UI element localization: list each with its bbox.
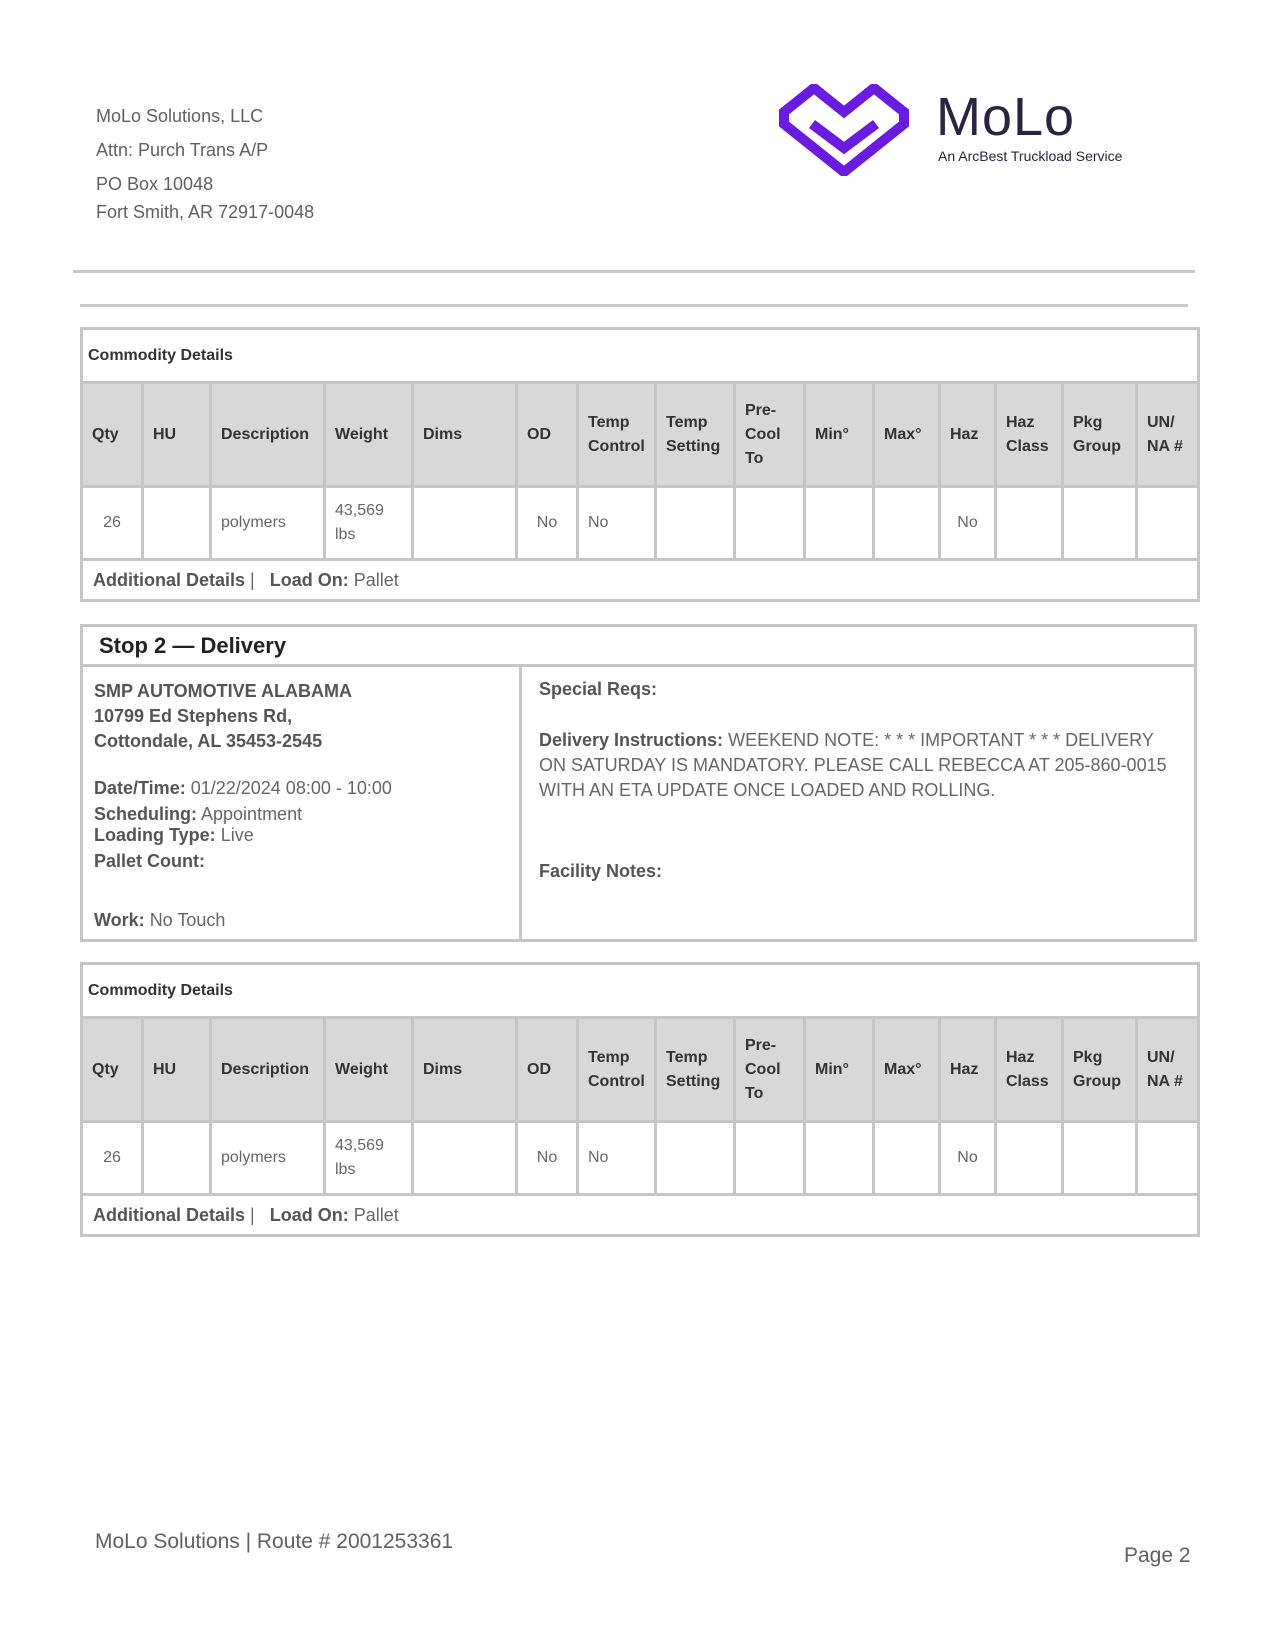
- col-header-haz: Haz: [940, 1018, 996, 1122]
- col-header-pkg-group: Pkg Group: [1063, 383, 1137, 487]
- col-header-pkg-group: Pkg Group: [1063, 1018, 1137, 1122]
- cell-dims: [413, 487, 517, 560]
- cell-haz: No: [940, 487, 996, 560]
- col-header-pre-cool-to: Pre-Cool To: [735, 1018, 805, 1122]
- col-header-haz-class: Haz Class: [996, 1018, 1063, 1122]
- facility-city: Cottondale, AL 35453-2545: [94, 731, 323, 751]
- col-header-temp-control: Temp Control: [578, 383, 656, 487]
- col-header-max: Max°: [874, 1018, 940, 1122]
- load-on-value: Pallet: [353, 569, 399, 590]
- cell-description: polymers: [211, 487, 325, 560]
- col-header-qty: Qty: [82, 383, 143, 487]
- cell-un-na: [1137, 487, 1199, 560]
- col-header-weight: Weight: [325, 1018, 413, 1122]
- cell-pre-cool-to: [735, 1122, 805, 1195]
- commodity-table-1: [80, 327, 1200, 602]
- col-header-un-na: UN/ NA #: [1137, 383, 1199, 487]
- cell-od: No: [517, 1122, 578, 1195]
- sender-city-state-zip: Fort Smith, AR 72917-0048: [96, 202, 315, 222]
- cell-haz: No: [940, 1122, 996, 1195]
- cell-max: [874, 487, 940, 560]
- stop-title: Stop 2 — Delivery: [83, 627, 1194, 667]
- cell-pkg-group: [1063, 1122, 1137, 1195]
- stop-column-divider: [519, 667, 522, 939]
- cell-od: No: [517, 487, 578, 560]
- cell-pkg-group: [1063, 487, 1137, 560]
- col-header-min: Min°: [805, 1018, 874, 1122]
- col-header-haz: Haz: [940, 383, 996, 487]
- table-row: [82, 1122, 1199, 1195]
- stop-scheduling: Scheduling: Appointment: [94, 804, 303, 824]
- col-header-hu: HU: [143, 1018, 211, 1122]
- col-header-temp-control: Temp Control: [578, 1018, 656, 1122]
- cell-temp-setting: [656, 1122, 735, 1195]
- cell-temp-control: No: [578, 1122, 656, 1195]
- cell-hu: [143, 1122, 211, 1195]
- commodity-details-title: Commodity Details: [82, 329, 1199, 383]
- molo-logo: [778, 84, 1150, 176]
- cell-haz-class: [996, 487, 1063, 560]
- commodity-details-title: Commodity Details: [82, 964, 1199, 1018]
- col-header-temp-setting: Temp Setting: [656, 383, 735, 487]
- cell-haz-class: [996, 1122, 1063, 1195]
- stop-datetime: Date/Time: 01/22/2024 08:00 - 10:00: [94, 778, 392, 798]
- load-on-label: Load On:: [269, 1204, 349, 1225]
- facility-address: 10799 Ed Stephens Rd,: [94, 706, 293, 726]
- sender-attn: Attn: Purch Trans A/P: [96, 140, 269, 160]
- col-header-hu: HU: [143, 383, 211, 487]
- cell-description: polymers: [211, 1122, 325, 1195]
- commodity-table-2: [80, 962, 1200, 1237]
- stop-delivery-panel: [80, 624, 1197, 942]
- col-header-od: OD: [517, 1018, 578, 1122]
- cell-temp-setting: [656, 487, 735, 560]
- cell-hu: [143, 487, 211, 560]
- cell-qty: 26: [82, 487, 143, 560]
- col-header-description: Description: [211, 383, 325, 487]
- cell-weight: 43,569 lbs: [325, 1122, 413, 1195]
- cell-weight: 43,569 lbs: [325, 487, 413, 560]
- header-divider: [73, 270, 1195, 273]
- col-header-un-na: UN/ NA #: [1137, 1018, 1199, 1122]
- additional-details-label: Additional Details: [93, 1204, 246, 1225]
- col-header-qty: Qty: [82, 1018, 143, 1122]
- stop-work: Work: No Touch: [94, 910, 226, 930]
- load-on-label: Load On:: [269, 569, 349, 590]
- col-header-dims: Dims: [413, 383, 517, 487]
- cell-temp-control: No: [578, 487, 656, 560]
- stop-loading-type: Loading Type: Live: [94, 825, 254, 845]
- additional-details: Additional Details | Load On: Pallet: [82, 1195, 1199, 1236]
- col-header-weight: Weight: [325, 383, 413, 487]
- cell-min: [805, 487, 874, 560]
- col-header-max: Max°: [874, 383, 940, 487]
- page-number: Page 2: [1124, 1544, 1191, 1567]
- col-header-dims: Dims: [413, 1018, 517, 1122]
- table-row: [82, 487, 1199, 560]
- footer-route: MoLo Solutions | Route # 2001253361: [95, 1530, 454, 1553]
- cell-max: [874, 1122, 940, 1195]
- col-header-temp-setting: Temp Setting: [656, 1018, 735, 1122]
- col-header-description: Description: [211, 1018, 325, 1122]
- special-reqs: Special Reqs:: [539, 679, 658, 699]
- col-header-pre-cool-to: Pre-Cool To: [735, 383, 805, 487]
- cell-min: [805, 1122, 874, 1195]
- sender-po-box: PO Box 10048: [96, 174, 214, 194]
- col-header-min: Min°: [805, 383, 874, 487]
- facility-name: SMP AUTOMOTIVE ALABAMA: [94, 681, 353, 701]
- cell-pre-cool-to: [735, 487, 805, 560]
- section-divider: [80, 304, 1188, 307]
- stop-pallet-count: Pallet Count:: [94, 851, 205, 871]
- delivery-instructions: Delivery Instructions: WEEKEND NOTE: * * * IMPORTANT * * * DELIVERY ON SATURDAY IS MANDATORY. PLEASE CALL REBECCA AT 205-860-0015 WITH AN ETA UPDATE ONCE LOADED AND ROLLING.: [539, 730, 1167, 800]
- col-header-od: OD: [517, 383, 578, 487]
- cell-un-na: [1137, 1122, 1199, 1195]
- molo-logo-mark-icon: [778, 84, 910, 176]
- molo-tagline: An ArcBest Truckload Service: [938, 148, 1123, 164]
- col-header-haz-class: Haz Class: [996, 383, 1063, 487]
- additional-details-label: Additional Details: [93, 569, 246, 590]
- cell-dims: [413, 1122, 517, 1195]
- facility-notes: Facility Notes:: [539, 861, 663, 881]
- molo-wordmark: MoLo: [936, 87, 1076, 147]
- additional-details: Additional Details | Load On: Pallet: [82, 560, 1199, 601]
- sender-company: MoLo Solutions, LLC: [96, 106, 264, 126]
- load-on-value: Pallet: [353, 1204, 399, 1225]
- cell-qty: 26: [82, 1122, 143, 1195]
